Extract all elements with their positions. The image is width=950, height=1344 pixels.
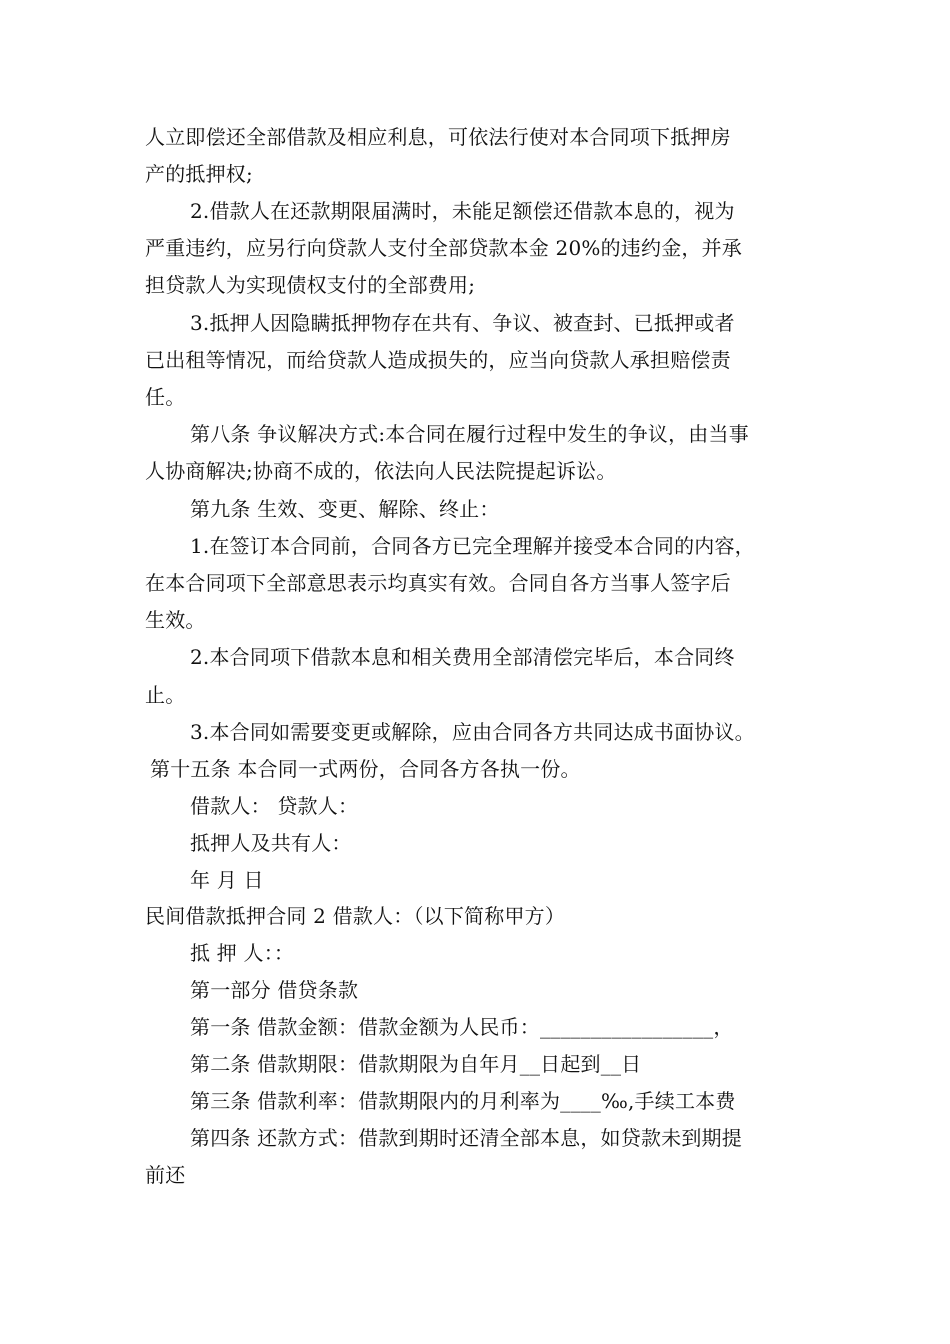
text-line: 第二条 借款期限：借款期限为自年月__日起到__日	[190, 1052, 642, 1076]
text-line: 第四条 还款方式：借款到期时还清全部本息，如贷款未到期提	[190, 1126, 742, 1150]
text-line: 民间借款抵押合同 2 借款人：（以下简称甲方）	[145, 904, 566, 928]
text-line: 抵 押 人：：	[190, 941, 295, 965]
text-line: 任。	[145, 385, 186, 409]
text-line: 第九条 生效、变更、解除、终止：	[190, 497, 500, 521]
text-line: 第一部分 借贷条款	[190, 978, 359, 1002]
text-line: 前还	[145, 1163, 186, 1187]
text-line: 严重违约，应另行向贷款人支付全部贷款本金 20%的违约金，并承	[145, 236, 743, 260]
text-line: 2.本合同项下借款本息和相关费用全部清偿完毕后，本合同终	[190, 645, 735, 669]
text-line: 担贷款人为实现债权支付的全部费用;	[145, 273, 476, 297]
text-line: 止。	[145, 683, 186, 707]
text-line: 在本合同项下全部意思表示均真实有效。合同自各方当事人签字后	[145, 571, 731, 595]
text-line: 人立即偿还全部借款及相应利息，可依法行使对本合同项下抵押房	[145, 125, 731, 149]
text-line: 第十五条 本合同一式两份，合同各方各执一份。	[150, 757, 581, 781]
text-line: 第八条 争议解决方式:本合同在履行过程中发生的争议，由当事	[190, 422, 749, 446]
text-line: 第三条 借款利率：借款期限内的月利率为____‰,手续工本费	[190, 1089, 736, 1113]
text-line: 借款人： 贷款人：	[190, 794, 359, 818]
text-line: 3.本合同如需要变更或解除，应由合同各方共同达成书面协议。	[190, 720, 755, 744]
text-line: 1.在签订本合同前，合同各方已完全理解并接受本合同的内容，	[190, 534, 755, 558]
text-line: 产的抵押权;	[145, 162, 253, 186]
text-line: 第一条 借款金额：借款金额为人民币：_________________，	[190, 1015, 734, 1039]
text-line: 生效。	[145, 608, 206, 632]
text-line: 3.抵押人因隐瞒抵押物存在共有、争议、被查封、已抵押或者	[190, 311, 735, 335]
text-line: 人协商解决;协商不成的，依法向人民法院提起诉讼。	[145, 459, 617, 483]
text-line: 抵押人及共有人：	[190, 831, 352, 855]
text-line: 2.借款人在还款期限届满时，未能足额偿还借款本息的，视为	[190, 199, 735, 223]
text-line: 已出租等情况，而给贷款人造成损失的，应当向贷款人承担赔偿责	[145, 348, 731, 372]
text-line: 年 月 日	[190, 868, 264, 892]
